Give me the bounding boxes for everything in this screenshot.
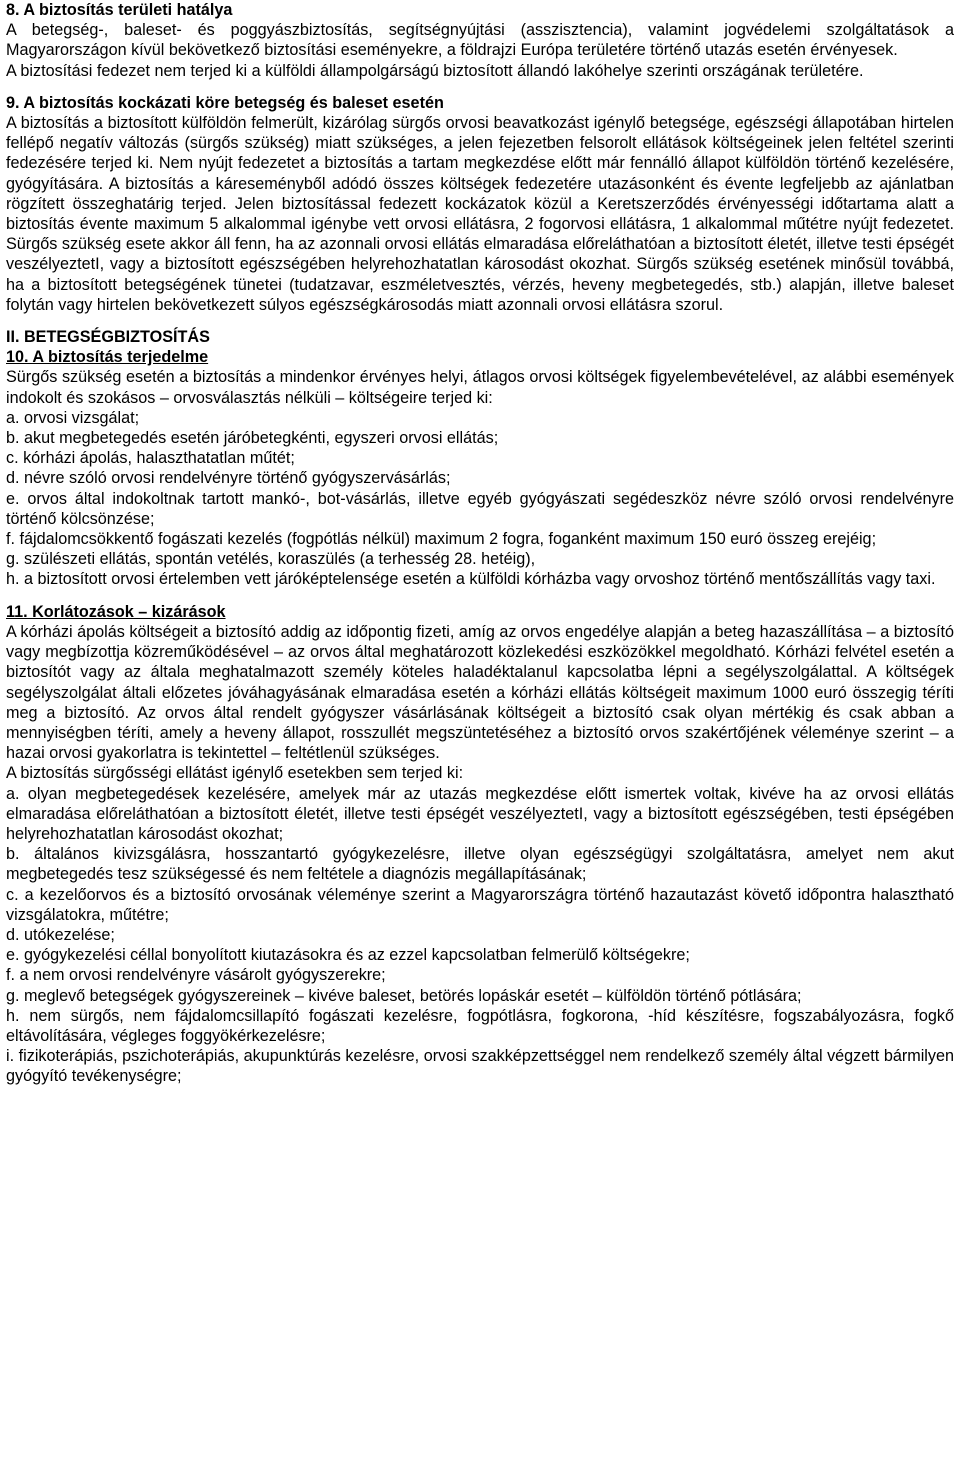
section-11-heading: 11. Korlátozások – kizárások: [6, 602, 226, 621]
section-10-item-e: e. orvos által indokoltnak tartott mankó-, bot-vásárlás, illetve egyéb gyógyászati segédeszköz névre szóló orvosi rendelvényre történő kölcsönzése;: [6, 489, 954, 528]
spacer: [6, 81, 954, 93]
section-10-item-g: g. szülészeti ellátás, spontán vetélés, koraszülés (a terhesség 28. hetéig),: [6, 550, 536, 569]
section-11-item-h: h. nem sürgős, nem fájdalomcsillapító fogászati kezelésre, fogpótlásra, fogkorona, -híd készítésre, fogszabályozásra, fogkő eltávolítására, végleges foggyökérkezelésre;: [6, 1006, 954, 1045]
section-10-item-a: a. orvosi vizsgálat;: [6, 408, 140, 427]
section-11-item-d: d. utókezelése;: [6, 925, 115, 944]
spacer: [6, 590, 954, 602]
section-11-item-g: g. meglevő betegségek gyógyszereinek – kivéve baleset, betörés lopáskár esetét – külföldön történő pótlására;: [6, 986, 802, 1005]
section-9-heading: 9. A biztosítás kockázati köre betegség és baleset esetén: [6, 93, 444, 112]
section-10-item-c: c. kórházi ápolás, halaszthatatlan műtét;: [6, 449, 295, 468]
section-8-paragraph-2: A biztosítási fedezet nem terjed ki a külföldi állampolgárságú biztosított állandó lakóhelye szerinti országának területére.: [6, 61, 864, 80]
section-10-item-h: h. a biztosított orvosi értelemben vett járóképtelensége esetén a külföldi kórházba vagy orvoshoz történő mentőszállítás vagy taxi.: [6, 570, 936, 589]
section-10-intro: Sürgős szükség esetén a biztosítás a mindenkor érvényes helyi, átlagos orvosi költségek figyelembevételével, az alábbi események indokolt és szokásos – orvosválasztás nélküli – költségeire terjed ki:: [6, 368, 954, 407]
section-8-paragraph-1: A betegség-, baleset- és poggyászbiztosítás, segítségnyújtási (asszisztencia), valamint jogvédelemi szolgáltatások a Magyarországon kívül bekövetkező biztosítási eseményekre, a földrajzi Európa területére történő utazás esetén érvényesek.: [6, 21, 954, 60]
section-10-heading: 10. A biztosítás terjedelme: [6, 348, 209, 367]
spacer: [6, 315, 954, 327]
section-11-paragraph-2: A biztosítás sürgősségi ellátást igénylő esetekben sem terjed ki:: [6, 764, 464, 783]
section-11-item-b: b. általános kivizsgálásra, hosszantartó gyógykezelésre, illetve olyan egészségügyi szolgáltatásra, amelyet nem akut megbetegedés tesz szükségessé és nem feltétele a diagnózis megállapításának;: [6, 845, 954, 884]
section-11-item-a: a. olyan megbetegedések kezelésére, amelyek már az utazás megkezdése előtt ismertek voltak, kivéve ha az orvosi ellátás elmaradása előreláthatóan a biztosított életét, illetve testi épségét veszélyeztetI, vagy a biztosított egészségében, testi épségében helyrehozhatatlan károsodást okozhat;: [6, 784, 954, 843]
section-10-item-f: f. fájdalomcsökkentő fogászati kezelés (fogpótlás nélkül) maximum 2 fogra, foganként maximum 150 euró összeg erejéig;: [6, 530, 877, 549]
section-9-paragraph: A biztosítás a biztosított külföldön felmerült, kizárólag sürgős orvosi beavatkozást igénylő betegsége, egészségi állapotában hirtelen fellépő negatív változás (sürgős szükség) miatt szükséges, a jelen fejezetben felsorolt ellátások költségeinek jelen feltétel szerinti fedezésére terjed ki. Nem nyújt fedezetet a biztosítás a tartam megkezdése előtt már fennálló állapot külföldön történő kezelésére, gyógyítására. A biztosítás a káreseményből adódó összes költségek fedezetére utazásonként és évente legfeljebb az ajánlatban rögzített összeghatárig terjed. Jelen biztosítással fedezett kockázatok közül a Keretszerződés érvényességi időtartama alatt a biztosítás évente maximum 5 alkalommal igénybe vett orvosi ellátásra, 2 fogorvosi ellátásra, 1 alkalommal műtétre nyújt fedezetet. Sürgős szükség esete akkor áll fenn, ha az azonnali orvosi ellátás elmaradása előreláthatóan a biztosított életét, illetve testi épségét veszélyeztetI, vagy a biztosított egészségében helyrehozhatatlan károsodást okozhat. Sürgős szükség esetének minősül továbbá, ha a biztosított betegségének tünetei (tudatzavar, eszméletvesztés, vérzés, heveny megbetegedés, stb.) alapján, illetve baleset folytán vagy hirtelen bekövetkezett súlyos egészségkárosodás miatt azonnali orvosi ellátásra szorul.: [6, 114, 954, 314]
section-10-item-b: b. akut megbetegedés esetén járóbetegkénti, egyszeri orvosi ellátás;: [6, 429, 499, 448]
section-10-item-d: d. névre szóló orvosi rendelvényre történő gyógyszervásárlás;: [6, 469, 451, 488]
section-8-heading: 8. A biztosítás területi hatálya: [6, 1, 233, 19]
section-11-item-e: e. gyógykezelési céllal bonyolított kiutazásokra és az ezzel kapcsolatban felmerülő költségekre;: [6, 946, 690, 965]
section-11-paragraph-1: A kórházi ápolás költségeit a biztosító addig az időpontig fizeti, amíg az orvos engedélye alapján a beteg hazaszállítása – a biztosító vagy megbízottja közreműködésével – az orvos által meghatározott közlekedési eszközökkel megoldható. Kórházi felvétel esetén a biztosítót vagy az általa meghatalmazott személy köteles haladéktalanul kapcsolatba lépni a segélyszolgálattal. A költségek segélyszolgálat általi előzetes jóváhagyásának elmaradása esetén a kórházi ellátás költségeit maximum 1000 euró összegig téríti meg a biztosító. Az orvos által rendelt gyógyszer vásárlásának költségeit a biztosító csak olyan mértékig és csak abban a mennyiségben téríti, amely a heveny állapot, rosszullét megszüntetéséhez a biztosító orvos szakértőjének véleménye szerint – a hazai orvosi gyakorlatra is tekintettel – feltétlenül szükséges.: [6, 622, 954, 763]
section-11-item-c: c. a kezelőorvos és a biztosító orvosának véleménye szerint a Magyarországra történő hazautazást követő időpontra halasztható vizsgálatokra, műtétre;: [6, 885, 954, 924]
part-ii-heading: II. BETEGSÉGBIZTOSÍTÁS: [6, 328, 210, 347]
section-11-item-i: i. fizikoterápiás, pszichoterápiás, akupunktúrás kezelésre, orvosi szakképzettséggel nem rendelkező személy által végzett bármilyen gyógyító tevékenységre;: [6, 1047, 954, 1086]
section-11-item-f: f. a nem orvosi rendelvényre vásárolt gyógyszerekre;: [6, 966, 386, 985]
